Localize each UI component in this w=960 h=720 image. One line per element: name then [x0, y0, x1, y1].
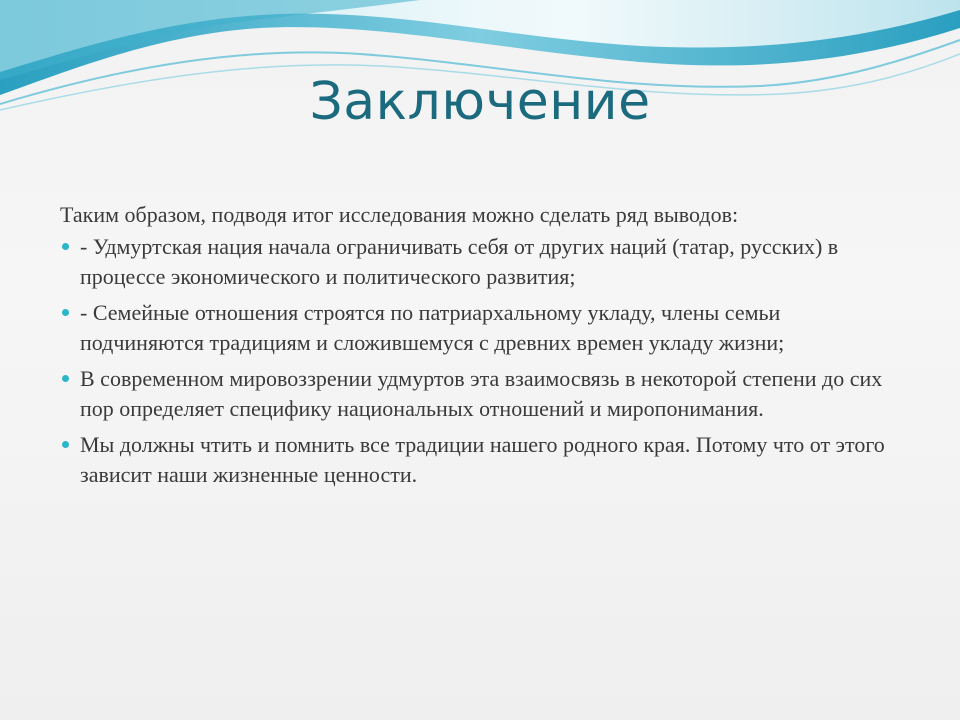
- list-item: [60, 364, 900, 424]
- bullet-dot-icon: [62, 309, 69, 316]
- bullet-dot-icon: [62, 441, 69, 448]
- conclusion-list: [60, 232, 900, 490]
- list-item: [60, 298, 900, 358]
- intro-text: Таким образом, подводя итог исследования можно сделать ряд выводов:: [60, 202, 739, 227]
- list-item: [60, 430, 900, 490]
- bullet-dot-icon: [62, 375, 69, 382]
- slide-content: [60, 200, 900, 496]
- list-item: [60, 232, 900, 292]
- list-item-text: - Удмуртская нация начала ограничивать себя от других наций (татар, русских) в процессе экономического и политического развития;: [80, 234, 839, 289]
- list-item-text: В современном мировоззрении удмуртов эта взаимосвязь в некоторой степени до сих пор определяет специфику национальных отношений и миропонимания.: [80, 366, 883, 421]
- list-item-text: - Семейные отношения строятся по патриархальному укладу, члены семьи подчиняются традициям и сложившемуся с древних времен укладу жизни;: [80, 300, 785, 355]
- slide-title: Заключение: [309, 72, 651, 132]
- bullet-dot-icon: [62, 243, 69, 250]
- list-item-text: Мы должны чтить и помнить все традиции нашего родного края. Потому что от этого зависит наши жизненные ценности.: [80, 432, 885, 487]
